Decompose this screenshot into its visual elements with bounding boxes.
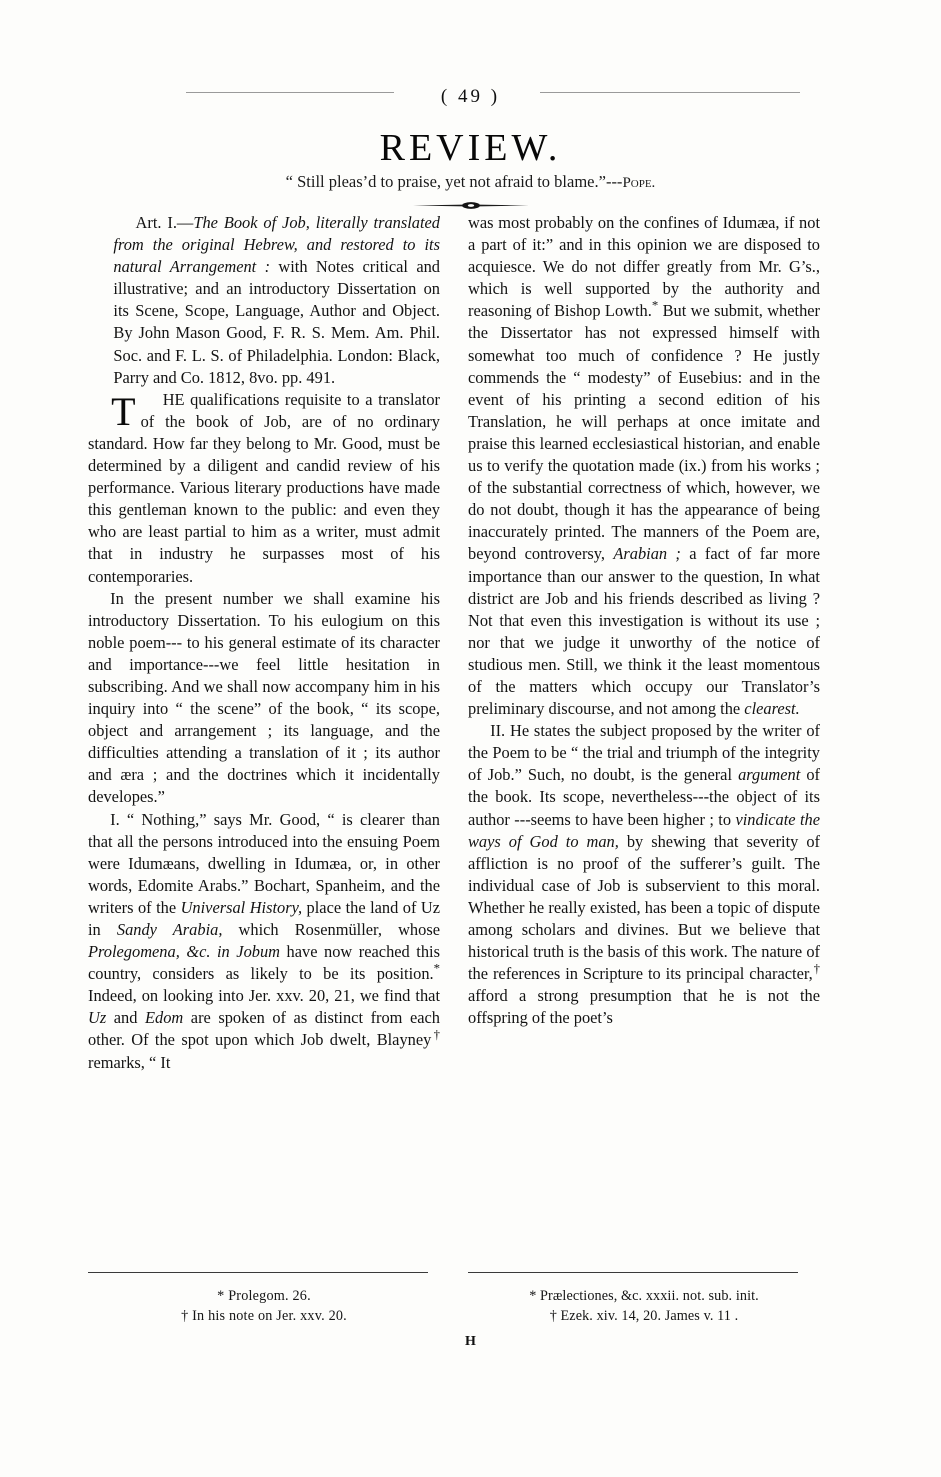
footnote-marker-dagger[interactable]: † [431, 1028, 441, 1042]
paragraph-opening [88, 389, 440, 588]
para3-ital-prolegomena: Prolegomena, &c. in Jobum [88, 942, 280, 962]
footnote-marker-dagger-right[interactable]: † [812, 961, 821, 976]
rpara2-ital-vindicate: vindicate the ways of God to man, [468, 809, 820, 851]
folio-row [0, 86, 941, 108]
rpara1-seg-a: was most probably on the confines of Idumæa, if not a part of it:” and in this opinion we are disposed to acquiesce. We do not differ greatly from Mr. G’s., which is well supported by the authority and reasoning of Bishop Lowth. [468, 213, 820, 321]
rpara1-ital-clearest: clearest. [744, 699, 800, 719]
para3-ital-sandy-arabia: Sandy Arabia, [116, 920, 223, 939]
footnote-marker-asterisk[interactable]: * [433, 961, 440, 976]
para3-seg-d: have now reached this country, considers as likely to be its position. [88, 942, 440, 984]
ornament-divider [0, 196, 941, 208]
paragraph-section-two [468, 720, 820, 1029]
footnote-rule-left [88, 1272, 428, 1273]
paragraph-present-number: In the present number we shall examine his introductory Dissertation. To his eulogium on this noble poem--- to his general estimate of its character and importance---we feel little hesitation in subscribing. And we shall now accompany him in his inquiry into “ the scene” of the book, “ its scope, object and arrangement ; its language, and the difficulties attending a translation of it ; its author and æra ; and the doctrines which it incidentally developes.” [88, 588, 440, 807]
paragraph-nothing-says-good [88, 809, 440, 1074]
paragraph-opening-head: HE qualifications requisite to a translator of the book of Job, [140, 389, 440, 431]
footnotes-left [88, 1286, 440, 1326]
rpara2-ital-argument: argument [738, 765, 801, 785]
para3-seg-b: place the land of Uz in [88, 897, 440, 939]
rpara2-seg-d: afford a strong presumption that he is not the offspring of the poet’s [468, 986, 820, 1028]
footnote-rule-right [468, 1272, 798, 1273]
drop-cap-letter: T [111, 388, 136, 434]
rpara2-seg-a: II. He states the subject proposed by the writer of the Poem to be “ the trial and triumph of the integrity of Job.” Such, no doubt, is the general [468, 721, 820, 785]
para3-seg-g: are spoken of as distinct from each other. Of the spot upon which Job dwelt, Blayney [88, 1008, 440, 1050]
footnote-right-1: * Prælectiones, &c. xxxii. not. sub. init. [529, 1288, 759, 1304]
rpara1-seg-c: a fact of far more importance than our answer to the question, In what district are Job and his friends described as living ? Not that even this investigation is without its use ; nor that we judge it unworthy of the notice of studious men. Still, we think it the least momentous of the matters which occupy our Translator’s preliminary discourse, and not among the [468, 544, 820, 719]
paragraph-continued-confines [468, 212, 820, 720]
footnote-left-2: † In his note on Jer. xxv. 20. [181, 1308, 347, 1324]
left-column [88, 212, 440, 1074]
right-column [468, 212, 820, 1029]
page-folio-number: ( 49 ) [440, 86, 501, 107]
page-title: REVIEW. [379, 127, 562, 169]
para3-seg-c: which Rosenmüller, whose [222, 920, 440, 939]
article-headnote [88, 212, 440, 389]
paragraph-opening-rest: are of no ordinary standard. How far they belong to Mr. Good, must be determined by a diligent and candid review of his performance. Various literary productions have made this gentleman known to the public: and even they who are least partial to him as a writer, must admit that in industry he surpasses most of his contemporaries. [88, 411, 440, 586]
rpara1-ital-arabian: Arabian ; [613, 544, 681, 564]
para3-seg-h: remarks, “ It [88, 1052, 171, 1072]
epigraph [0, 172, 941, 192]
rpara2-seg-b: of the book. Its scope, nevertheless---the object of its author ---seems to have been higher ; to [468, 765, 820, 829]
footnotes-right [468, 1286, 820, 1326]
footnote-right-2: † Ezek. xiv. 14, 20. James v. 11 . [549, 1308, 739, 1324]
footnote-left-1: * Prolegom. 26. [217, 1288, 311, 1304]
article-label: Art. I.— [135, 213, 194, 232]
para3-seg-f: and [106, 1008, 145, 1028]
para3-ital-uz: Uz [88, 1008, 107, 1028]
para3-seg-a: I. “ Nothing,” says Mr. Good, “ is clearer than that all the persons introduced into the ensuing Poem were Idumæans, dwelling in Idumæa, or, in other words, Edomite Arabs.” Bochart, Spanheim, and the writers of the [88, 809, 440, 917]
para3-ital-universal-history: Universal History, [180, 897, 303, 917]
para3-ital-edom: Edom [145, 1008, 184, 1028]
fleuron-icon [411, 200, 531, 211]
epigraph-quote: “ Still pleas’d to praise, yet not afraid to blame.”--- [285, 172, 623, 191]
rpara2-seg-c: by shewing that severity of affliction is no proof of the sufferer’s guilt. The individual case of Job is subservient to this moral. Whether he really existed, has been a topic of dispute among scholars and divines. But we believe that historical truth is the basis of this work. The nature of the references in Scripture to its principal character, [468, 831, 820, 984]
rpara1-seg-b: But we submit, whether the Dissertator has not expressed himself with somewhat too much of confidence ? He justly commends the “ modesty” of Eusebius: and in the event of his printing a second edition of his Translation, he will perhaps at once imitate and praise this learned ecclesiastical historian, and enable us to verify the quotation made (ix.) from his works ; of the substantial correctness of which, however, we do not doubt, though it has the appearance of being inaccurately printed. The manners of the Poem are, beyond controversy, [468, 301, 820, 564]
signature-mark: H [465, 1334, 476, 1349]
article-imprint: with Notes critical and illustrative; and an introductory Dissertation on its Scene, Scope, Language, Author and Object. By John Mason Good, F. R. S. Mem. Am. Phil. Soc. and F. L. S. of Philadelphia. London: Black, Parry and Co. 1812, 8vo. pp. 491. [113, 257, 441, 387]
footnote-marker-asterisk-right[interactable]: * [651, 298, 659, 313]
para3-seg-e: Indeed, on looking into Jer. xxv. 20, 21, we find that [88, 986, 440, 1006]
article-title-italic: The Book of Job, literally translated from the original Hebrew, and restored to its natural Arrangement : [113, 213, 440, 277]
epigraph-attribution: Pope. [622, 175, 656, 191]
